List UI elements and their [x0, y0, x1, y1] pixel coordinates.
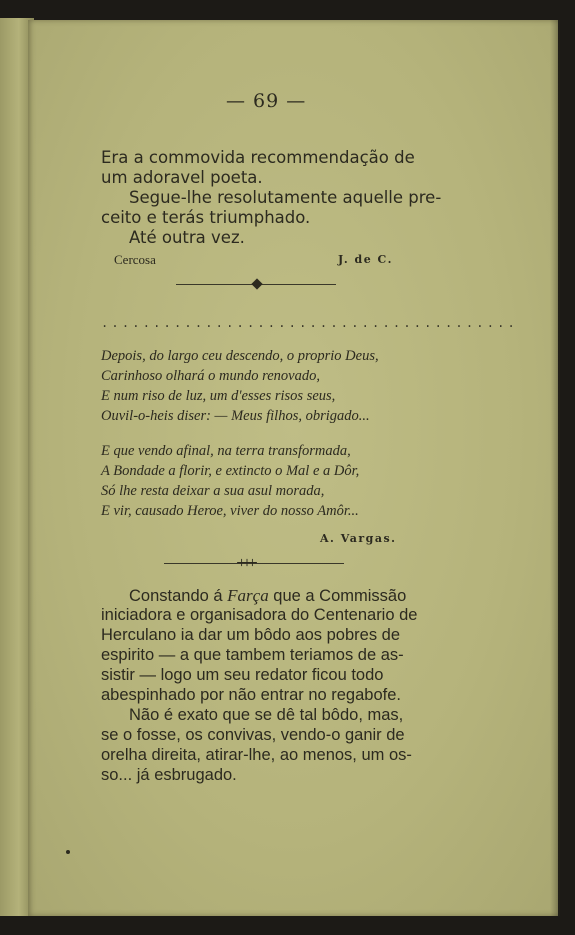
text-fragment: Constando á — [129, 587, 228, 605]
text-line: Não é exato que se dê tal bôdo, mas, — [129, 706, 404, 724]
poem-line: Ouvil-o-heis diser: — Meus filhos, obrigado... — [101, 408, 370, 424]
text-line: se o fosse, os convivas, vendo-o ganir de — [101, 726, 405, 744]
poem-line: A Bondade a florir, e extincto o Mal e a Dôr, — [101, 463, 360, 479]
text-line: Até outra vez. — [129, 228, 245, 247]
text-line: Segue-lhe resolutamente aquelle pre- — [129, 188, 442, 207]
poem-line: Só lhe resta deixar a sua asul morada, — [101, 483, 325, 499]
text-line: ceito e terás triumphado. — [101, 208, 311, 227]
text-line: orelha direita, atirar-lhe, ao menos, um os- — [101, 746, 412, 764]
poem-line: E vir, causado Heroe, viver do nosso Amôr... — [101, 503, 359, 519]
poem-line: E que vendo afinal, na terra transformada, — [101, 443, 351, 459]
signature-2: A. Vargas. — [320, 532, 397, 545]
text-line: espirito — a que tambem teriamos de as- — [101, 646, 404, 664]
text-line — [129, 586, 406, 606]
text-line: iniciadora e organisadora do Centenario de — [101, 606, 418, 624]
poem-line: Carinhoso olhará o mundo renovado, — [101, 368, 320, 384]
text-line: Herculano ia dar um bôdo aos pobres de — [101, 626, 401, 644]
book-page — [28, 20, 558, 916]
newspaper-title: Farça — [227, 586, 269, 605]
page-edge-shadow — [550, 20, 560, 916]
page-number: — 69 — — [226, 90, 307, 112]
ornament-icon — [235, 558, 259, 567]
poem-line: Depois, do largo ceu descendo, o proprio Deus, — [101, 348, 379, 364]
text-line: sistir — logo um seu redator ficou todo — [101, 666, 384, 684]
text-fragment: que a Commissão — [268, 587, 407, 605]
text-line: abespinhado por não entrar no regabofe. — [101, 686, 401, 704]
ink-speck — [66, 850, 70, 854]
text-line: so... já esbrugado. — [101, 766, 237, 784]
diamond-ornament-icon — [251, 278, 262, 289]
signature-1: J. de C. — [338, 253, 393, 266]
ellipsis-row: ........................................ — [101, 316, 518, 330]
text-line: um adoravel poeta. — [101, 168, 263, 187]
text-line: Era a commovida recommendação de — [101, 148, 415, 167]
poem-line: E num riso de luz, um d'esses risos seus, — [101, 388, 336, 404]
place-name: Cercosa — [114, 252, 156, 267]
